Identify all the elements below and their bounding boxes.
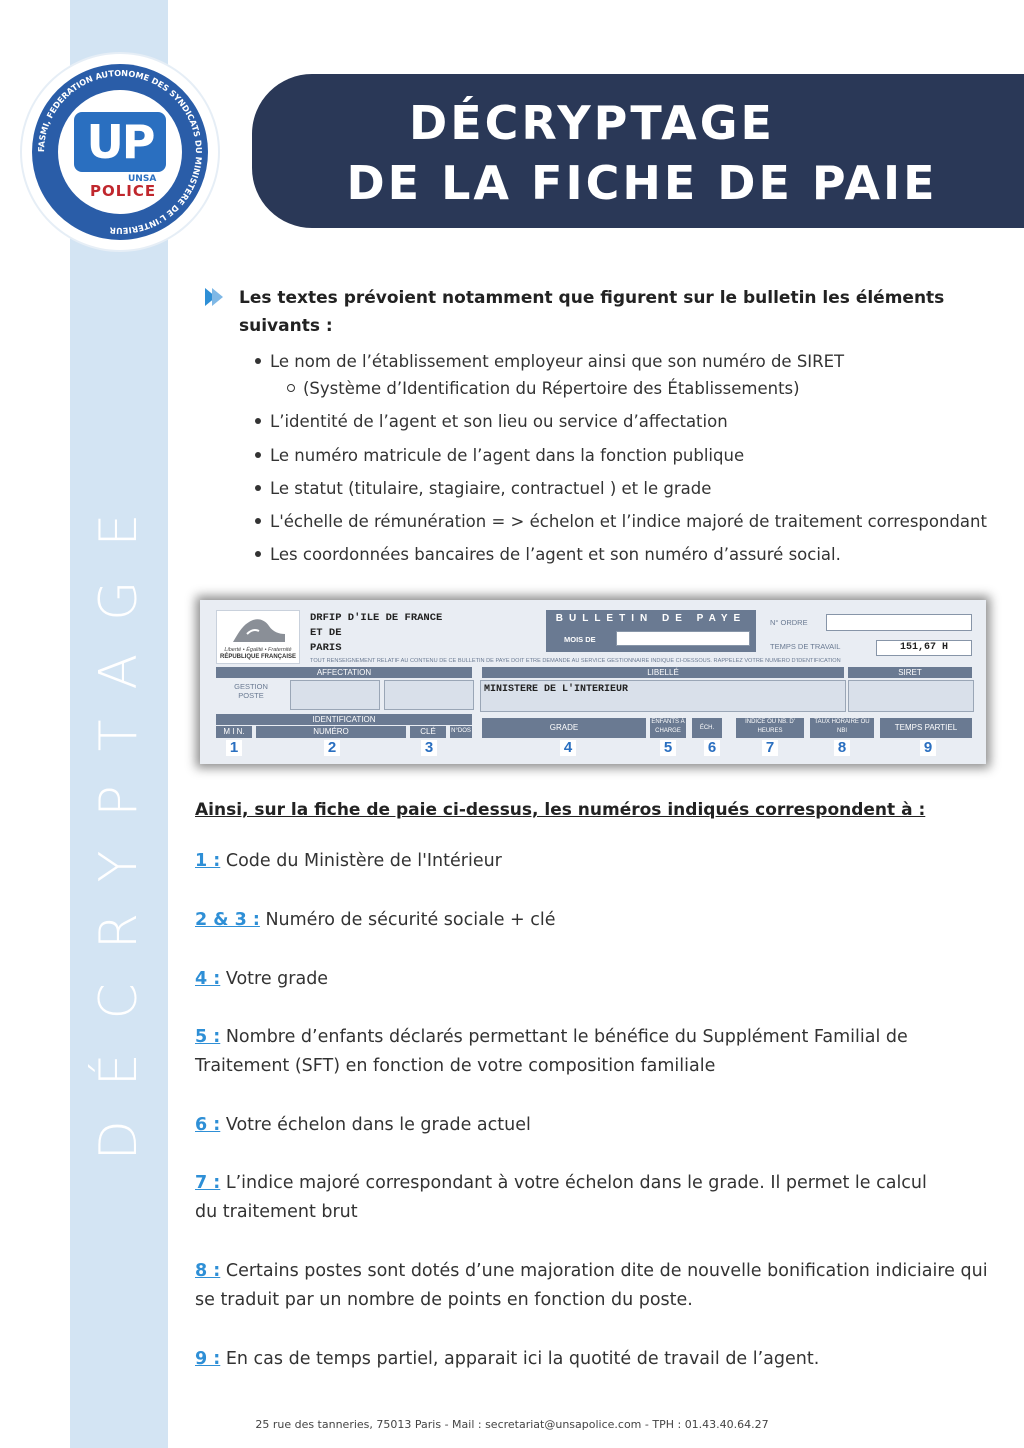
bulletin-header xyxy=(546,610,756,652)
list-item xyxy=(255,512,987,531)
logo-arc-text: FASMI, FEDERATION AUTONOME DES SYNDICATS DU MINISTERE DE L'INTERIEUR xyxy=(35,67,205,237)
list-item xyxy=(255,352,844,371)
explanation-item xyxy=(195,847,995,876)
poste-label: POSTE xyxy=(238,691,264,700)
list-item xyxy=(255,479,711,498)
item-number: 9 : xyxy=(195,1349,221,1369)
marianne-icon xyxy=(229,614,287,644)
logo-police-text: POLICE xyxy=(90,182,157,200)
bullet-dot-icon xyxy=(255,418,261,424)
logo-center xyxy=(58,90,182,214)
employer-line: PARIS xyxy=(310,642,342,654)
payslip-marker-3: 3 xyxy=(421,740,437,756)
sub-list-item xyxy=(287,379,800,398)
republic-motto: Liberté • Égalité • Fraternité xyxy=(224,647,292,653)
siret-bar: SIRET xyxy=(848,667,972,678)
list-item-text: L'échelle de rémunération = > échelon et l’indice majoré de traitement correspondant xyxy=(270,512,987,531)
item-number: 1 : xyxy=(195,851,221,871)
temps-partiel-header: TEMPS PARTIEL xyxy=(880,718,972,738)
bulletin-title: BULLETIN DE PAYE xyxy=(555,613,747,624)
enfants-header: ENFANTS À CHARGE xyxy=(650,718,686,738)
payslip-image xyxy=(200,600,986,764)
poste-cell xyxy=(384,680,474,710)
item-number: 7 : xyxy=(195,1173,221,1193)
ministere-text: MINISTERE DE L'INTERIEUR xyxy=(484,684,629,695)
double-arrow-icon xyxy=(205,288,225,306)
title-banner xyxy=(252,74,1024,228)
list-item-text: Les coordonnées bancaires de l’agent et son numéro d’assuré social. xyxy=(270,545,841,564)
payslip-marker-9: 9 xyxy=(920,740,936,756)
taux-header: TAUX HORAIRE OU NBI xyxy=(810,718,874,738)
grade-header: GRADE xyxy=(482,718,646,738)
page-title-line1: DÉCRYPTAGE xyxy=(409,96,775,150)
explanation-item xyxy=(195,1023,995,1081)
gestion-poste-label xyxy=(216,682,286,700)
list-item xyxy=(255,545,841,564)
bullet-dot-icon xyxy=(255,518,261,524)
footer-contact: 25 rue des tanneries, 75013 Paris - Mail : secretariat@unsapolice.com - TPH : 01.43.40.64.27 xyxy=(255,1418,769,1431)
affectation-bar: AFFECTATION xyxy=(216,667,472,678)
min-header: M I N. xyxy=(216,726,252,738)
siret-cell xyxy=(848,680,974,712)
payslip-marker-7: 7 xyxy=(762,740,778,756)
union-logo xyxy=(22,54,218,250)
employer-line: ET DE xyxy=(310,627,342,639)
explanation-item xyxy=(195,906,995,935)
payslip-marker-6: 6 xyxy=(704,740,720,756)
payslip-marker-5: 5 xyxy=(660,740,676,756)
bullet-dot-icon xyxy=(255,485,261,491)
gestion-cell xyxy=(290,680,380,710)
item-text: Numéro de sécurité sociale + clé xyxy=(259,910,556,930)
bullet-dot-icon xyxy=(255,551,261,557)
list-item-text: Le statut (titulaire, stagiaire, contractuel ) et le grade xyxy=(270,479,712,498)
item-text: Certains postes sont dotés d’une majoration dite de nouvelle bonification indiciaire qui se traduit par un nombre de points en fonction du poste. xyxy=(195,1261,988,1310)
explanation-item xyxy=(195,965,995,994)
ordre-field xyxy=(826,614,972,631)
explanation-item xyxy=(195,1257,995,1315)
temps-travail-value: 151,67 H xyxy=(876,640,972,656)
list-item-text: Le numéro matricule de l’agent dans la fonction publique xyxy=(270,446,745,465)
logo-blue-ring xyxy=(32,64,208,240)
payslip-marker-1: 1 xyxy=(226,740,242,756)
item-text: Code du Ministère de l'Intérieur xyxy=(220,851,502,871)
bullet-dot-icon xyxy=(255,452,261,458)
payslip-marker-2: 2 xyxy=(324,740,340,756)
republic-name: RÉPUBLIQUE FRANÇAISE xyxy=(219,654,296,660)
vertical-word: DÉCRYPTAGE xyxy=(89,479,149,1161)
item-text: L’indice majoré correspondant à votre échelon dans le grade. Il permet le calcul du traitement brut xyxy=(195,1173,927,1222)
list-item-text: Le nom de l’établissement employeur ainsi que son numéro de SIRET xyxy=(270,352,845,371)
temps-travail-label: TEMPS DE TRAVAIL xyxy=(770,642,841,651)
payslip-notice: TOUT RENSEIGNEMENT RELATIF AU CONTENU DE CE BULLETIN DE PAYE DOIT ÊTRE DEMANDÉ AU SERVICE GESTIONNAIRE INDIQUÉ CI-DESSOUS. RAPPELEZ VOTRE NUMÉRO D'IDENTIFICATION xyxy=(310,658,841,664)
explanation-item xyxy=(195,1111,995,1140)
item-text: En cas de temps partiel, apparait ici la quotité de travail de l’agent. xyxy=(220,1349,820,1369)
mois-field xyxy=(616,631,750,646)
page-title-line2: DE LA FICHE DE PAIE xyxy=(346,156,938,210)
sub-list-item-text: (Système d’Identification du Répertoire des Établissements) xyxy=(303,379,800,398)
item-number: 4 : xyxy=(195,969,221,989)
item-text: Votre échelon dans le grade actuel xyxy=(220,1115,531,1135)
explanation-heading: Ainsi, sur la fiche de paie ci-dessus, les numéros indiqués correspondent à : xyxy=(195,800,926,820)
employer-line: DRFIP D'ILE DE FRANCE xyxy=(310,612,443,624)
intro-text: Les textes prévoient notamment que figurent sur le bulletin les éléments suivants : xyxy=(239,288,945,336)
employer-name xyxy=(310,611,442,656)
item-text: Nombre d’enfants déclarés permettant le bénéfice du Supplément Familial de Traitement (SFT) en fonction de votre composition familiale xyxy=(195,1027,908,1076)
mois-label: MOIS DE xyxy=(564,635,596,644)
item-number: 5 : xyxy=(195,1027,221,1047)
list-item xyxy=(255,412,728,431)
republic-logo xyxy=(216,610,300,664)
numero-header: NUMÉRO xyxy=(256,726,406,738)
identification-bar: IDENTIFICATION xyxy=(216,714,472,725)
item-number: 6 : xyxy=(195,1115,221,1135)
indice-header: INDICE OU NB. D' HEURES xyxy=(736,718,804,738)
ndos-header: N°DOS xyxy=(450,726,472,738)
ordre-label: N° ORDRE xyxy=(770,618,808,627)
explanation-item xyxy=(195,1169,945,1227)
payslip-marker-8: 8 xyxy=(834,740,850,756)
list-item xyxy=(255,446,744,465)
bullet-dot-icon xyxy=(255,358,261,364)
ech-header: ÉCH. xyxy=(692,718,722,738)
payslip-marker-4: 4 xyxy=(560,740,576,756)
explanation-item xyxy=(195,1345,995,1374)
item-number: 8 : xyxy=(195,1261,221,1281)
logo-up-text: UP xyxy=(74,112,166,172)
list-item-text: L’identité de l’agent et son lieu ou service d’affectation xyxy=(270,412,728,431)
libelle-bar: LIBELLÉ xyxy=(482,667,844,678)
item-text: Votre grade xyxy=(220,969,329,989)
logo-unsa-text: UNSA xyxy=(128,174,157,184)
cle-header: CLÉ xyxy=(410,726,446,738)
gestion-label: GESTION xyxy=(234,682,268,691)
item-number: 2 & 3 : xyxy=(195,910,260,930)
bullet-circle-icon xyxy=(287,384,295,392)
